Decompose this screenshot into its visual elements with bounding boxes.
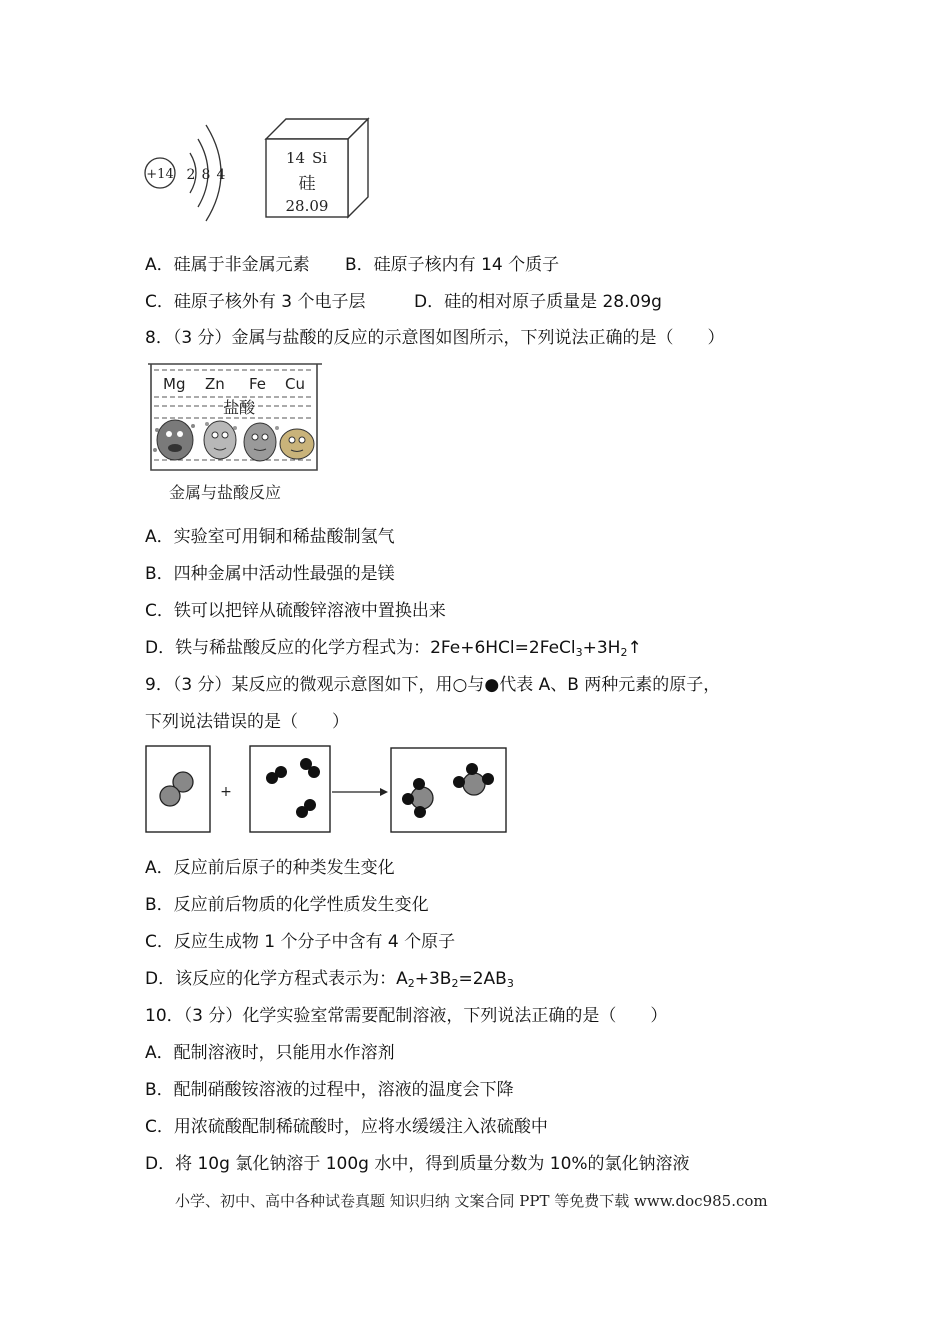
q7-option-d: D．硅的相对原子质量是 28.09g: [414, 292, 662, 312]
acid-label: 盐酸: [222, 398, 256, 417]
q8-option-d: D．铁与稀盐酸反应的化学方程式为：$2Fe+6HCl=2FeCl_3+3H_2↑$: [145, 638, 642, 659]
q10-option-d: D．将 10g 氯化钠溶于 100g 水中，得到质量分数为 10%的氯化钠溶液: [145, 1154, 690, 1174]
metal-acid-figure: [145, 360, 325, 505]
q10-option-c: C．用浓硫酸配制稀硫酸时，应将水缓缓注入浓硫酸中: [145, 1117, 548, 1137]
metal-label-fe: Fe: [249, 375, 267, 393]
q8-option-a: A．实验室可用铜和稀盐酸制氢气: [145, 527, 395, 547]
element-name: 硅: [298, 174, 316, 194]
beaker-drawing: [145, 360, 325, 475]
reaction-diagram: [144, 744, 509, 836]
q9-option-a: A．反应前后原子的种类发生变化: [145, 858, 395, 878]
q8-option-b: B．四种金属中活动性最强的是镁: [145, 564, 395, 584]
q9-option-b: B．反应前后物质的化学性质发生变化: [145, 895, 429, 915]
element-number: 14: [286, 149, 306, 167]
plus-sign: +: [220, 784, 232, 800]
q9-stem-line1: 9．（3 分）某反应的微观示意图如下，用○与●代表 A、B 两种元素的原子，: [145, 675, 721, 695]
figure-caption: 金属与盐酸反应: [169, 483, 282, 502]
q10-stem: 10．（3 分）化学实验室常需要配制溶液，下列说法正确的是（ ）: [145, 1006, 668, 1026]
element-symbol: Si: [312, 149, 328, 167]
shell-count-1: 2: [186, 167, 196, 183]
product-box: [391, 748, 506, 832]
mg-character: [153, 420, 195, 460]
shell-count-2: 8: [201, 167, 211, 183]
zn-character: [204, 421, 237, 459]
metal-label-mg: Mg: [163, 375, 186, 393]
q9-option-c: C．反应生成物 1 个分子中含有 4 个原子: [145, 932, 456, 952]
silicon-element-cell: [262, 115, 372, 223]
metal-label-cu: Cu: [285, 375, 305, 393]
nucleus-label: +14: [146, 167, 174, 182]
silicon-atom-diagram: [140, 115, 240, 230]
q8-stem: 8．（3 分）金属与盐酸的反应的示意图如图所示，下列说法正确的是（ ）: [145, 328, 725, 348]
q9-stem-line2: 下列说法错误的是（ ）: [145, 712, 349, 732]
element-mass: 28.09: [285, 197, 329, 215]
shell-count-3: 4: [216, 167, 226, 183]
reactant-b2-box: [250, 746, 330, 832]
q7-option-c: C．硅原子核外有 3 个电子层: [145, 292, 366, 312]
q8-option-c: C．铁可以把锌从硫酸锌溶液中置换出来: [145, 601, 446, 621]
fe-character: [244, 423, 279, 461]
q10-option-a: A．配制溶液时，只能用水作溶剂: [145, 1043, 395, 1063]
q7-option-a: A．硅属于非金属元素: [145, 255, 310, 275]
q7-option-b: B．硅原子核内有 14 个质子: [345, 255, 560, 275]
page-footer: 小学、初中、高中各种试卷真题 知识归纳 文案合同 PPT 等免费下载 www.doc985.com: [175, 1192, 768, 1210]
q9-option-d: D．该反应的化学方程式表示为：$A_2+3B_2=2AB_3$: [145, 969, 514, 990]
metal-label-zn: Zn: [205, 375, 225, 393]
q10-option-b: B．配制硝酸铵溶液的过程中，溶液的温度会下降: [145, 1080, 514, 1100]
cu-character: [280, 429, 314, 459]
